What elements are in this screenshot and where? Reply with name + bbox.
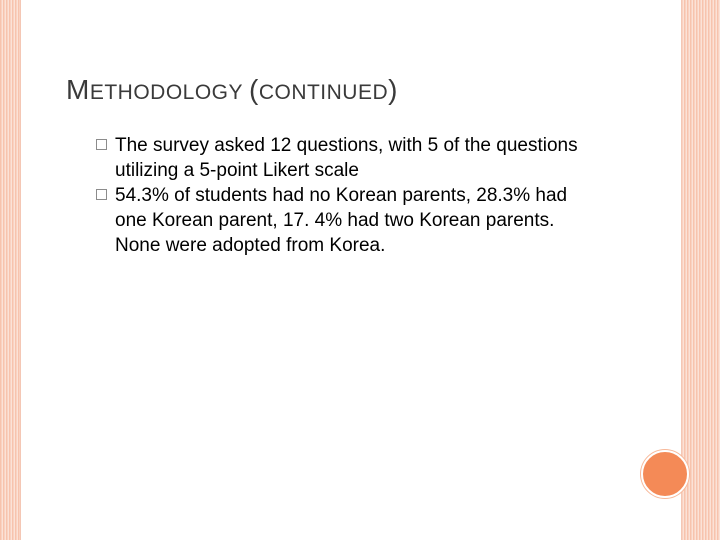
bullet-text-line: None were adopted from Korea.	[115, 235, 386, 256]
bullet-text-line: one Korean parent, 17. 4% had two Korean parents.	[115, 210, 555, 231]
title-part: )	[388, 74, 398, 105]
title-part: CONTINUED	[258, 81, 389, 104]
checkbox-bullet-icon	[96, 189, 107, 200]
title-part: (	[248, 74, 259, 105]
title-part: M	[66, 74, 90, 105]
bullet-item	[96, 183, 676, 258]
title-part: ETHODOLOGY	[89, 81, 249, 104]
bullet-text-line: 54.3% of students had no Korean parents, 28.3% had	[115, 185, 568, 206]
bullet-text-line: The survey asked 12 questions, with 5 of the questions	[115, 135, 578, 156]
slide-title	[66, 72, 398, 104]
slide-content-area	[20, 0, 682, 540]
bullet-item	[96, 133, 676, 183]
bullet-list	[96, 133, 676, 258]
bullet-text-line: utilizing a 5-point Likert scale	[115, 160, 359, 181]
accent-circle-icon	[641, 450, 689, 498]
checkbox-bullet-icon	[96, 139, 107, 150]
